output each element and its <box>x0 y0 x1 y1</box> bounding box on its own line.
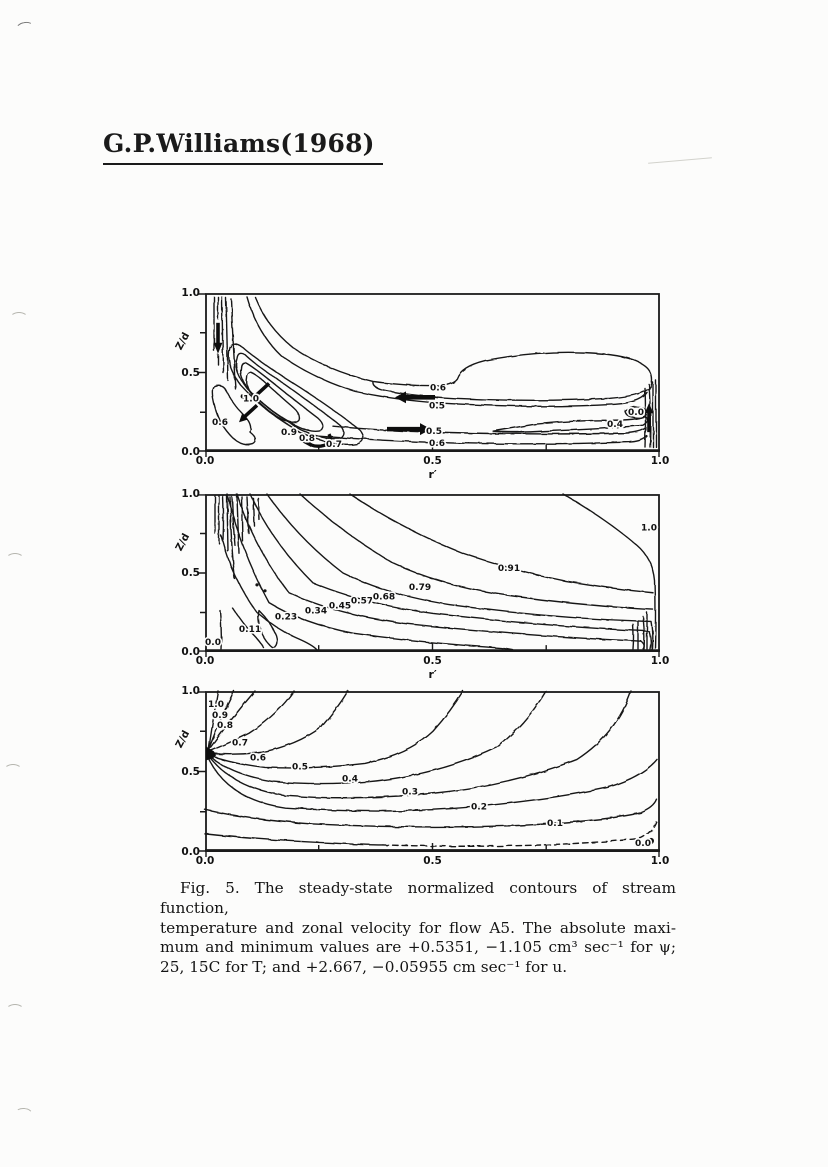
contour-label: 0.45 <box>328 601 352 612</box>
axis-frame <box>198 692 660 857</box>
contour-label: 0.3 <box>402 787 418 798</box>
contour-label: 0.6 <box>430 383 446 394</box>
zonal-velocity-contour-plot <box>173 685 670 867</box>
page-title: G.P.Williams(1968) <box>103 129 383 165</box>
x-tick-label: 1.0 <box>650 455 670 467</box>
contour-label: 0.4 <box>342 774 358 785</box>
y-axis-label: Z/d <box>173 531 193 553</box>
contour-label: 0.7 <box>326 440 342 451</box>
zonal-velocity-canvas <box>205 691 660 852</box>
caption-line: Fig. 5. The steady-state normalized contours of stream function, <box>160 879 676 917</box>
contour-label: 0.79 <box>408 582 432 593</box>
contour-label: 0.7 <box>232 738 248 749</box>
y-tick-label: 0.0 <box>181 846 200 858</box>
contour-label: 0.91 <box>497 564 521 575</box>
x-axis-label: r′ <box>428 668 437 681</box>
contour-label: 0.1 <box>547 818 563 829</box>
dashed-zero-contour <box>383 820 657 846</box>
stream-function-contour-plot <box>173 287 670 481</box>
y-axis-label: Z/d <box>173 729 193 751</box>
x-tick-label: 0.5 <box>423 655 442 667</box>
contour-label: 0.68 <box>372 592 396 603</box>
y-tick-label: 0.0 <box>181 446 200 458</box>
y-axis-label: Z/d <box>173 330 193 352</box>
scan-artifact <box>6 1004 24 1016</box>
contour-label: 0.2 <box>471 802 487 813</box>
contour-label: 0.5 <box>429 401 445 412</box>
x-tick-label: 0.0 <box>195 855 215 867</box>
y-tick-label: 1.0 <box>181 685 200 697</box>
contour-label: 0.9 <box>281 428 297 439</box>
caption-line: mum and minimum values are +0.5351, −1.105 cm³ sec⁻¹ for ψ; <box>160 938 676 957</box>
y-tick-label: 1.0 <box>181 287 200 299</box>
scan-artifact <box>14 1107 33 1121</box>
x-tick-label: 0.0 <box>195 655 215 667</box>
temperature-canvas <box>205 494 660 652</box>
x-tick-label: 1.0 <box>650 655 670 667</box>
scan-speck <box>263 589 266 592</box>
contour-label: 0.6 <box>429 439 445 450</box>
x-tick-label: 0.5 <box>423 455 442 467</box>
contour-label: 1.0 <box>243 394 259 405</box>
scan-artifact <box>15 21 35 36</box>
contour-label: 1.0 <box>641 523 657 534</box>
x-tick-label: 1.0 <box>650 855 670 867</box>
axis-frame <box>198 495 660 657</box>
contour-label: 0.6 <box>250 753 266 764</box>
contour-label: 0.34 <box>304 606 328 617</box>
caption-line: 25, 15C for T; and +2.667, −0.05955 cm sec⁻¹ for u. <box>160 958 568 977</box>
contour-label: 1.0 <box>208 700 224 711</box>
contour-label: 0.5 <box>426 427 442 438</box>
contour-lines <box>215 494 656 650</box>
contour-label: 0.0 <box>628 408 644 419</box>
scan-speck <box>255 583 258 586</box>
contour-label: 0.8 <box>299 434 315 445</box>
scan-artifact <box>648 157 712 164</box>
y-tick-label: 0.5 <box>181 567 200 579</box>
contour-label: 0.9 <box>212 711 228 722</box>
y-tick-label: 1.0 <box>181 488 200 500</box>
figure-caption <box>160 879 676 978</box>
contour-label: 0.0 <box>635 838 651 849</box>
contour-lines <box>212 297 656 450</box>
contour-label: 0.0 <box>205 638 221 649</box>
contour-label: 0.57 <box>350 596 374 607</box>
contour-label: 0.23 <box>274 612 298 623</box>
y-tick-label: 0.5 <box>181 765 200 778</box>
scan-artifact <box>6 553 24 565</box>
contour-label: 0.5 <box>292 762 308 773</box>
y-tick-label: 0.5 <box>181 366 200 379</box>
x-tick-label: 0.0 <box>195 455 215 467</box>
contour-label: 0.4 <box>607 420 623 431</box>
scan-artifact <box>4 764 22 776</box>
contour-label: 0.8 <box>217 721 233 732</box>
contour-label: 0.6 <box>212 418 228 429</box>
contour-label: 0.11 <box>238 625 262 636</box>
x-tick-label: 0.5 <box>423 855 442 867</box>
temperature-contour-plot <box>173 488 670 681</box>
contour-lines <box>205 691 657 846</box>
x-axis-label: r′ <box>428 468 437 481</box>
scan-artifact <box>10 312 28 324</box>
y-tick-label: 0.0 <box>181 646 200 658</box>
diagonal-flow-arrow <box>244 405 257 417</box>
stream-function-canvas <box>205 293 660 452</box>
caption-line: temperature and zonal velocity for flow A5. The absolute maxi- <box>160 918 676 937</box>
